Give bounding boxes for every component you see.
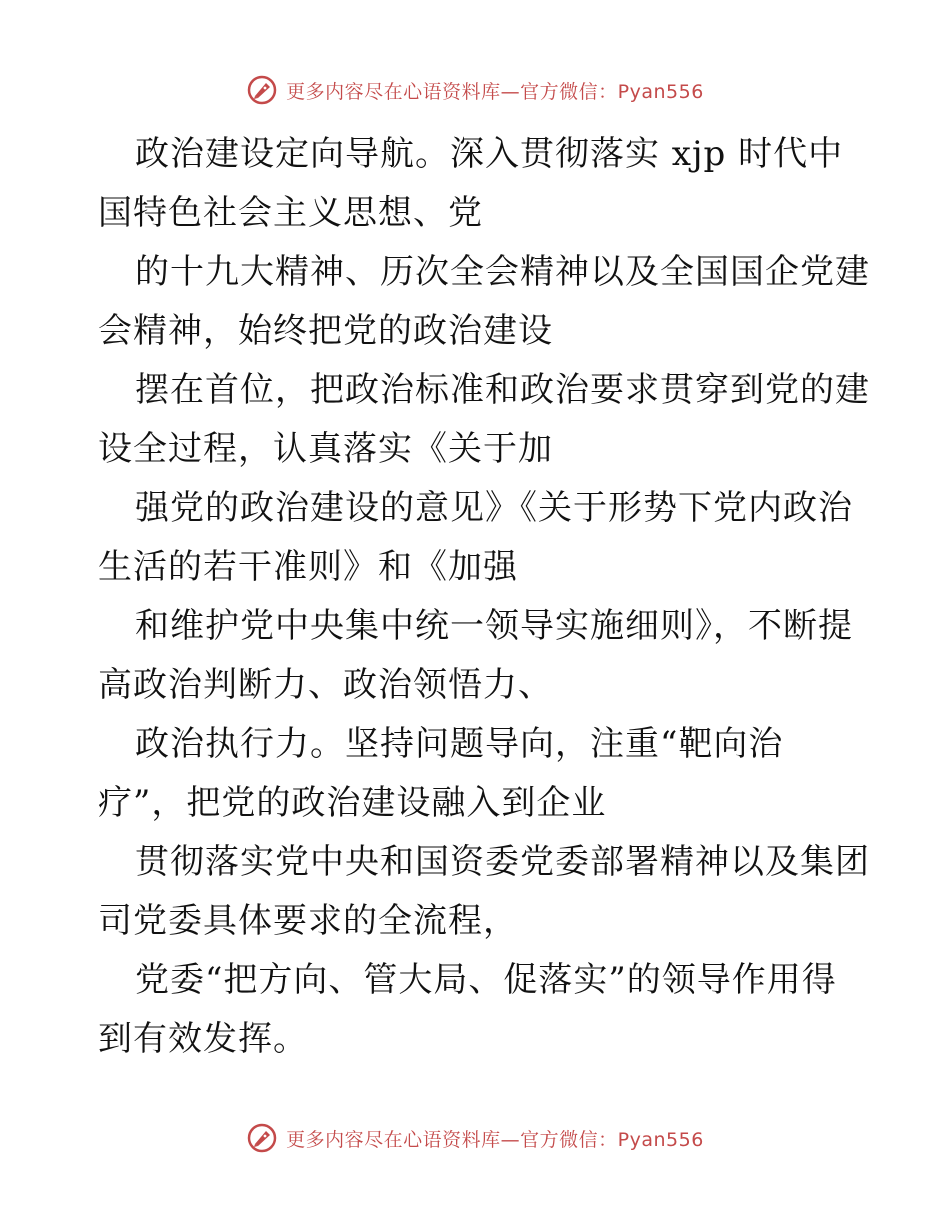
header-banner-text: 更多内容尽在心语资料库—官方微信： <box>286 80 618 103</box>
body-line: 贯彻落实党中央和国资委党委部署精神以及集团 <box>135 842 870 882</box>
header-banner-label <box>286 77 704 104</box>
body-line: 强党的政治建设的意见》《关于形势下党内政治 <box>135 488 853 528</box>
footer-banner-label <box>286 1125 704 1152</box>
body-line: 疗”，把党的政治建设融入到企业 <box>98 783 607 823</box>
document-body <box>98 125 870 1069</box>
body-line: 的十九大精神、历次全会精神以及全国国企党建 <box>135 252 870 292</box>
body-line: 党委“把方向、管大局、促落实”的领导作用得 <box>135 960 837 1000</box>
footer-banner <box>0 1118 950 1158</box>
body-line: 会精神，始终把党的政治建设 <box>98 311 553 351</box>
header-banner-contact: Pyan556 <box>617 80 704 103</box>
body-line: 国特色社会主义思想、党 <box>98 193 483 233</box>
body-line: 和维护党中央集中统一领导实施细则》，不断提 <box>135 606 853 646</box>
header-banner-inner <box>246 74 704 106</box>
body-line: 到有效发挥。 <box>98 1019 308 1059</box>
pen-nib-circle-icon <box>246 74 278 106</box>
pen-nib-circle-icon <box>246 1122 278 1154</box>
body-line: 高政治判断力、政治领悟力、 <box>98 665 553 705</box>
body-line: 司党委具体要求的全流程， <box>98 901 518 941</box>
body-line: 设全过程，认真落实《关于加 <box>98 429 553 469</box>
footer-banner-inner <box>246 1122 704 1154</box>
body-line: 政治执行力。坚持问题导向，注重“靶向治 <box>135 724 784 764</box>
body-line: 摆在首位，把政治标准和政治要求贯穿到党的建 <box>135 370 870 410</box>
body-line: 政治建设定向导航。深入贯彻落实 xjp 时代中 <box>135 134 844 174</box>
footer-banner-text: 更多内容尽在心语资料库—官方微信： <box>286 1128 618 1151</box>
header-banner <box>0 70 950 110</box>
footer-banner-contact: Pyan556 <box>617 1128 704 1151</box>
body-line: 生活的若干准则》和《加强 <box>98 547 518 587</box>
